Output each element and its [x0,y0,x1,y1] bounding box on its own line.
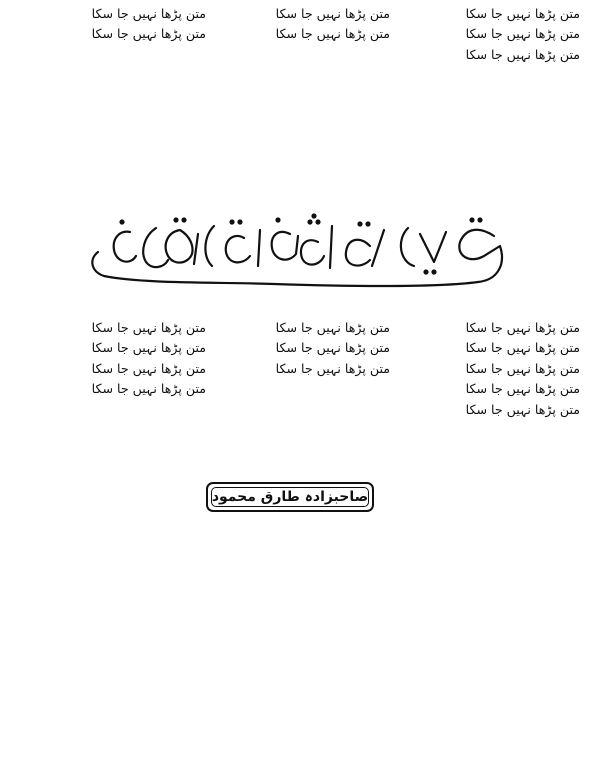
headline-calligraphy [74,206,520,290]
top-column-right-paragraph-1: متن پڑھا نہیں جا سکا [465,6,580,21]
bottom-column-right-paragraph-5: متن پڑھا نہیں جا سکا [465,401,580,417]
top-column-left [10,4,206,188]
top-column-left-paragraph-1: متن پڑھا نہیں جا سکا [91,6,206,21]
top-column-middle-paragraph-1: متن پڑھا نہیں جا سکا [275,6,390,21]
bottom-column-left-paragraph-4: متن پڑھا نہیں جا سکا [91,381,206,397]
byline-box [206,482,374,512]
bottom-column-right-paragraph-3: متن پڑھا نہیں جا سکا [465,360,580,376]
byline-author: صاحبزادہ طارق محمود [211,489,369,505]
bottom-column-left-paragraph-3: متن پڑھا نہیں جا سکا [91,360,206,376]
bottom-column-left-paragraph-2: متن پڑھا نہیں جا سکا [91,340,206,356]
top-column-middle-paragraph-2: متن پڑھا نہیں جا سکا [275,26,390,42]
bottom-column-right-paragraph-4: متن پڑھا نہیں جا سکا [465,381,580,397]
top-column-right-paragraph-2: متن پڑھا نہیں جا سکا [465,26,580,42]
bottom-column-right [402,318,580,774]
top-column-left-paragraph-2: متن پڑھا نہیں جا سکا [91,26,206,42]
bottom-column-middle-paragraph-2: متن پڑھا نہیں جا سکا [275,340,390,356]
bottom-column-middle [218,318,390,774]
bottom-column-right-paragraph-2: متن پڑھا نہیں جا سکا [465,340,580,356]
bottom-column-left-paragraph-1: متن پڑھا نہیں جا سکا [91,320,206,335]
top-column-middle [218,4,390,188]
top-column-right [402,4,580,188]
bottom-column-middle-paragraph-3: متن پڑھا نہیں جا سکا [275,360,390,376]
bottom-column-middle-paragraph-1: متن پڑھا نہیں جا سکا [275,320,390,335]
bottom-column-right-paragraph-1: متن پڑھا نہیں جا سکا [465,320,580,335]
byline-inner-border [211,487,369,507]
top-column-right-paragraph-3: متن پڑھا نہیں جا سکا [465,46,580,62]
bottom-column-left [10,318,206,774]
